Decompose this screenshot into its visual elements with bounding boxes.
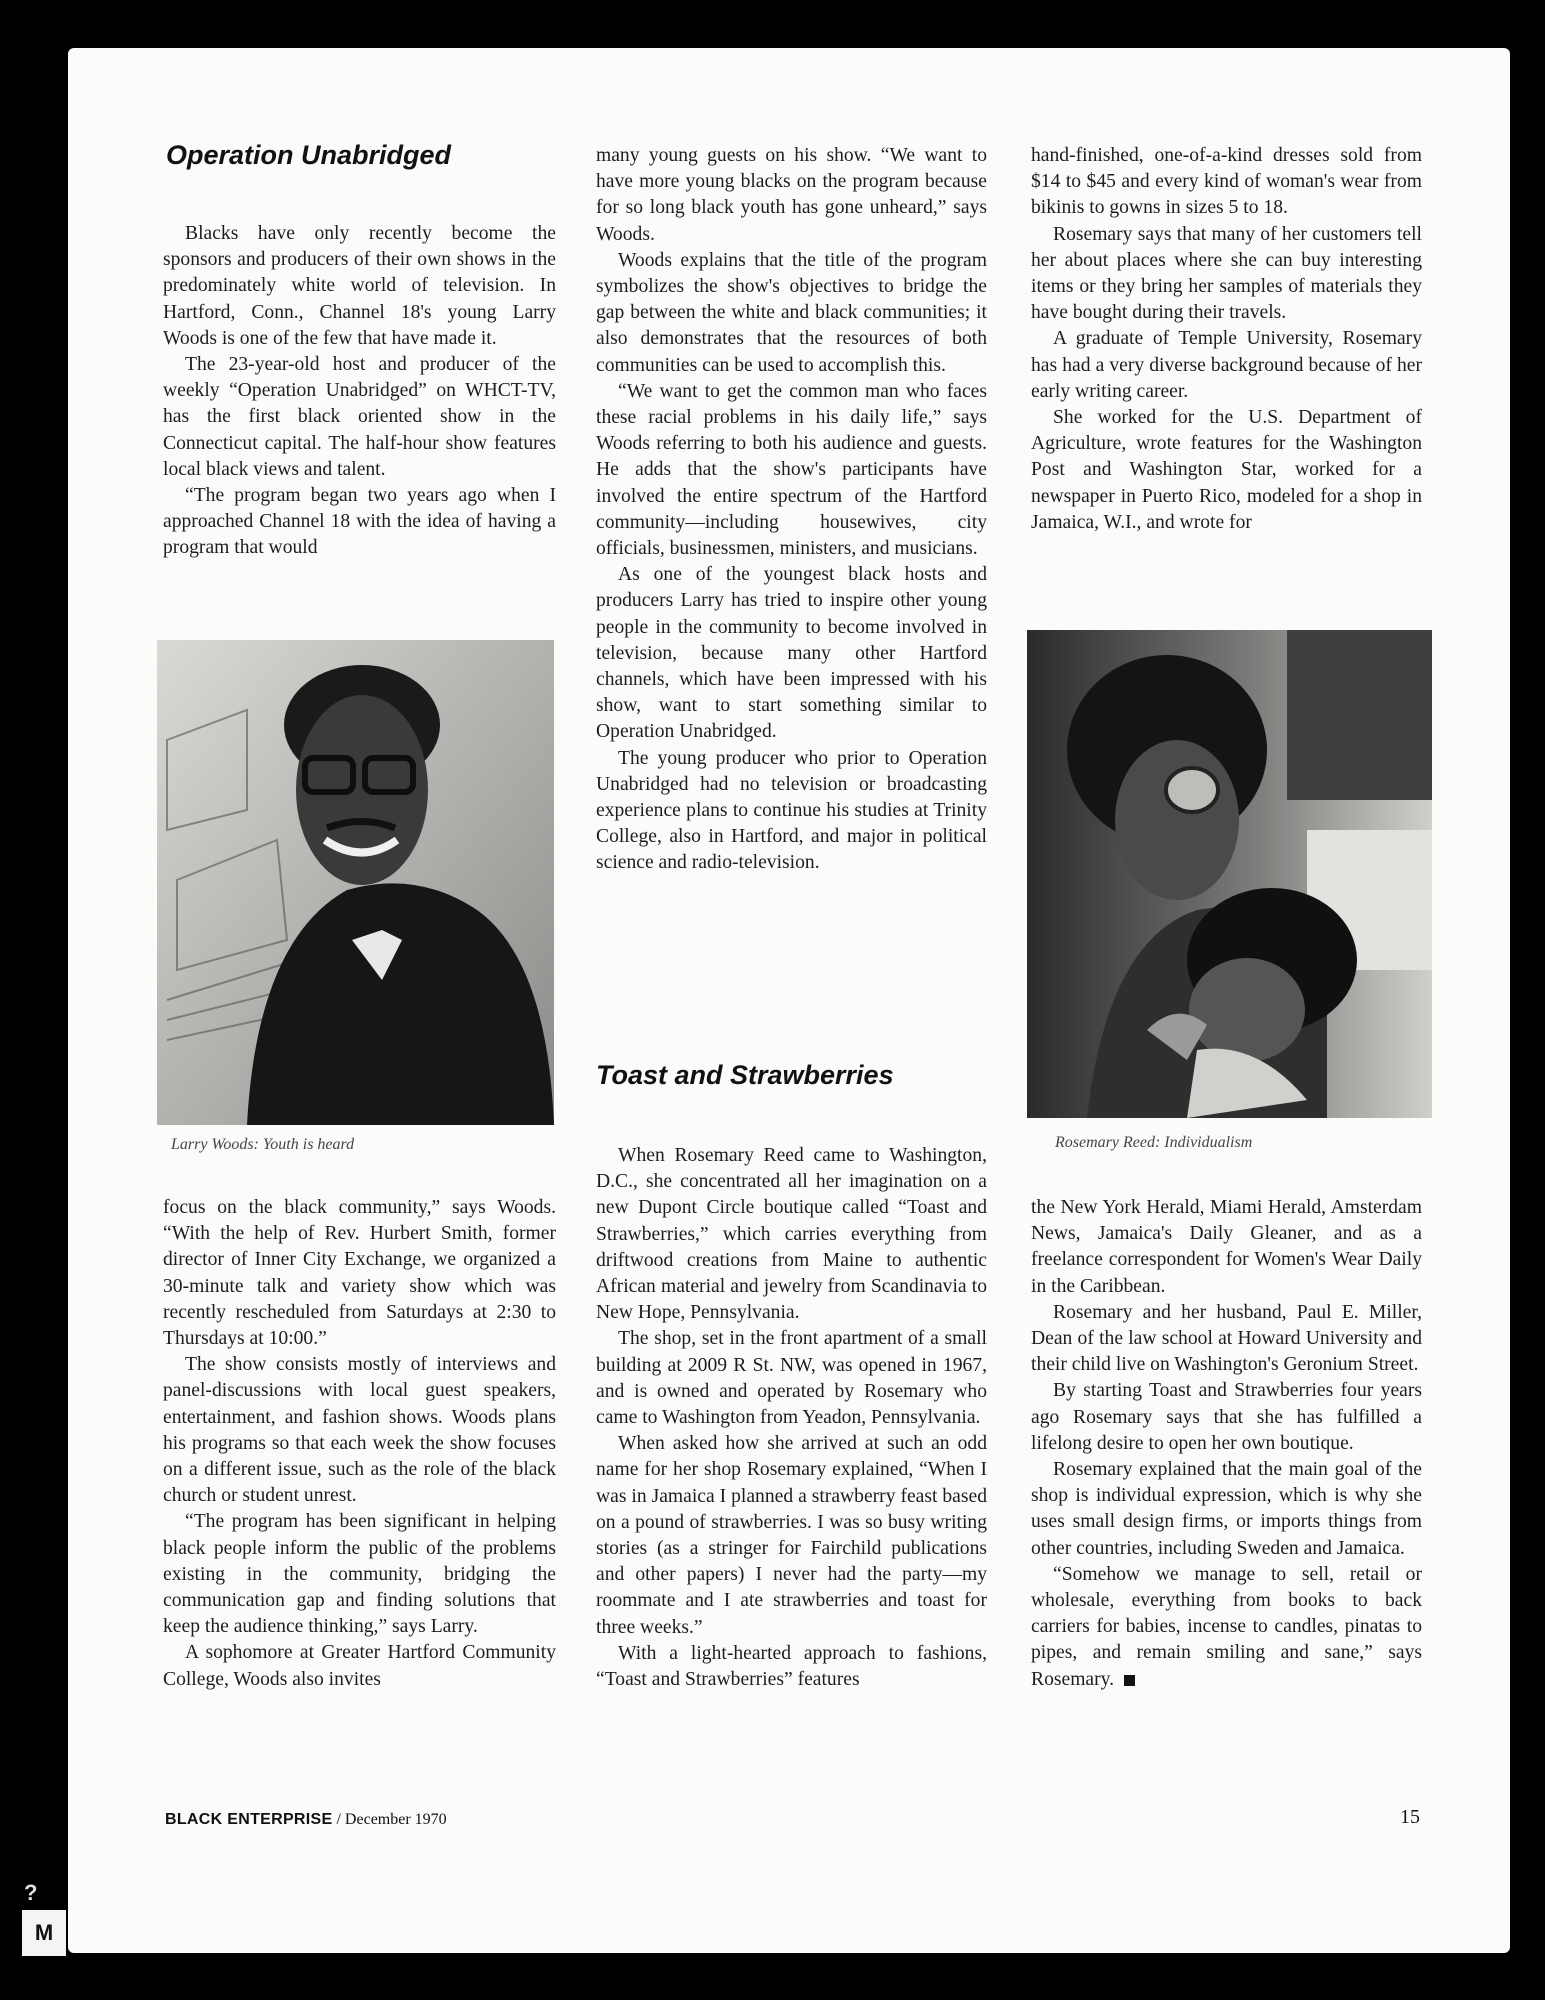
- headline-toast-and-strawberries: Toast and Strawberries: [596, 1060, 894, 1090]
- photo-larry-woods: [157, 640, 554, 1125]
- paragraph: A sophomore at Greater Hartford Community College, Woods also invites: [163, 1642, 556, 1690]
- paragraph: When Rosemary Reed came to Washington, D.C., she concentrated all her imagination on a new Dupont Circle boutique called “Toast and Strawberries,” which carries everything from driftwood creations from Maine to authentic African material and jewelry from Scandinavia to New Hope, Pennsylvania.: [596, 1145, 987, 1324]
- publication-name: BLACK ENTERPRISE: [165, 1811, 333, 1828]
- paragraph: The show consists mostly of interviews and panel-discussions with local guest speakers, entertainment, and fashion shows. Woods plans his programs so that each week the show focuses on a different issue, such as the role of the black church or student unrest.: [163, 1354, 556, 1507]
- paragraph: Rosemary says that many of her customers tell her about places where she can buy interesting items or they bring her samples of materials they have bought during their travels.: [1031, 223, 1422, 324]
- paragraph: Rosemary explained that the main goal of the shop is individual expression, which is why she uses small design firms, or imports things from other countries, including Sweden and Jamaica.: [1031, 1459, 1422, 1559]
- article2-col3-top: [1031, 143, 1422, 536]
- paragraph: The shop, set in the front apartment of a small building at 2009 R St. NW, was opened in 1967, and is owned and operated by Rosemary who came to Washington from Yeadon, Pennsylvania.: [596, 1328, 987, 1429]
- paragraph: the New York Herald, Miami Herald, Amsterdam News, Jamaica's Daily Gleaner, and as a freelance correspondent for Women's Wear Daily in the Caribbean.: [1031, 1197, 1422, 1297]
- photo-caption-larry-woods: Larry Woods: Youth is heard: [171, 1136, 355, 1153]
- paragraph-final: [1031, 1562, 1422, 1693]
- article1-col2: [596, 143, 987, 877]
- footer-publication-line: [165, 1811, 447, 1829]
- paragraph: “The program began two years ago when I approached Channel 18 with the idea of having a program that would: [163, 485, 556, 559]
- page-number: 15: [1400, 1806, 1420, 1828]
- paragraph-text: “Somehow we manage to sell, retail or wholesale, everything from books to back carriers for babies, incense to candles, pinatas to pipes, and remain smiling and sane,” says Rosemary.: [1031, 1563, 1422, 1690]
- paragraph: The young producer who prior to Operation Unabridged had no television or broadcasting experience plans to continue his studies at Trinity College, also in Hartford, and major in political science and radio-television.: [596, 747, 987, 874]
- paragraph: hand-finished, one-of-a-kind dresses sold from $14 to $45 and every kind of woman's wear from bikinis to gowns in sizes 5 to 18.: [1031, 145, 1422, 219]
- paragraph: “We want to get the common man who faces these racial problems in his daily life,” says Woods referring to both his audience and guests. He adds that the show's participants have involved the entire spectrum of the Hartford community—including housewives, city officials, businessmen, ministers, and musicians.: [596, 380, 987, 560]
- article1-col1-top: [163, 221, 556, 562]
- paragraph: Woods explains that the title of the program symbolizes the show's objectives to bridge the gap between the white and black communities; it also demonstrates that the resources of both communities can be used to accomplish this.: [596, 249, 987, 376]
- paragraph: focus on the black community,” says Woods. “With the help of Rev. Hurbert Smith, former director of Inner City Exchange, we organized a 30-minute talk and variety show which was recently rescheduled from Saturdays at 2:30 to Thursdays at 10:00.”: [163, 1197, 556, 1350]
- article2-col3-bottom: [1031, 1195, 1422, 1693]
- article1-col1-bottom: [163, 1195, 556, 1693]
- paragraph: When asked how she arrived at such an odd name for her shop Rosemary explained, “When I was in Jamaica I planned a strawberry feast based on a pound of strawberries. I was so busy writing stories (as a stringer for Fairchild publications and other papers) I never had the party—my roommate and I ate strawberries and toast for three weeks.”: [596, 1433, 987, 1638]
- paragraph: As one of the youngest black hosts and producers Larry has tried to inspire other young people in the community to become involved in television, because many other Hartford channels, which have been impressed with his show, want to start something similar to Operation Unabridged.: [596, 564, 987, 743]
- paragraph: Blacks have only recently become the sponsors and producers of their own shows in the predominately white world of television. In Hartford, Conn., Channel 18's young Larry Woods is one of the few that have made it.: [163, 223, 556, 349]
- article2-col2: [596, 1143, 987, 1693]
- portrait-illustration: [157, 640, 554, 1125]
- paragraph: A graduate of Temple University, Rosemary has had a very diverse background because of her early writing career.: [1031, 328, 1422, 402]
- margin-label: M: [22, 1910, 66, 1956]
- paragraph: many young guests on his show. “We want to have more young blacks on the program because for so long black youth has gone unheard,” says Woods.: [596, 145, 987, 245]
- photo-caption-rosemary-reed: Rosemary Reed: Individualism: [1055, 1134, 1253, 1151]
- issue-date: / December 1970: [332, 1811, 447, 1828]
- end-of-article-mark: [1124, 1675, 1135, 1686]
- paragraph: By starting Toast and Strawberries four years ago Rosemary says that she has fulfilled a lifelong desire to open her own boutique.: [1031, 1380, 1422, 1454]
- paragraph: Rosemary and her husband, Paul E. Miller, Dean of the law school at Howard University and their child live on Washington's Geronium Street.: [1031, 1301, 1422, 1376]
- paragraph: With a light-hearted approach to fashions, “Toast and Strawberries” features: [596, 1642, 987, 1691]
- paragraph: The 23-year-old host and producer of the weekly “Operation Unabridged” on WHCT-TV, has the first black oriented show in the Connecticut capital. The half-hour show features local black views and talent.: [163, 354, 556, 480]
- photo-rosemary-reed: [1027, 630, 1432, 1118]
- headline-operation-unabridged: Operation Unabridged: [166, 140, 452, 170]
- paragraph: “The program has been significant in helping black people inform the public of the problems existing in the community, bridging the communication gap and finding solutions that keep the audience thinking,” says Larry.: [163, 1511, 556, 1638]
- margin-artifact: ?: [24, 1880, 38, 1905]
- portrait-illustration: [1027, 630, 1432, 1118]
- paragraph: She worked for the U.S. Department of Agriculture, wrote features for the Washington Post and Washington Star, worked for a newspaper in Puerto Rico, modeled for a shop in Jamaica, W.I., and wrote for: [1031, 407, 1422, 533]
